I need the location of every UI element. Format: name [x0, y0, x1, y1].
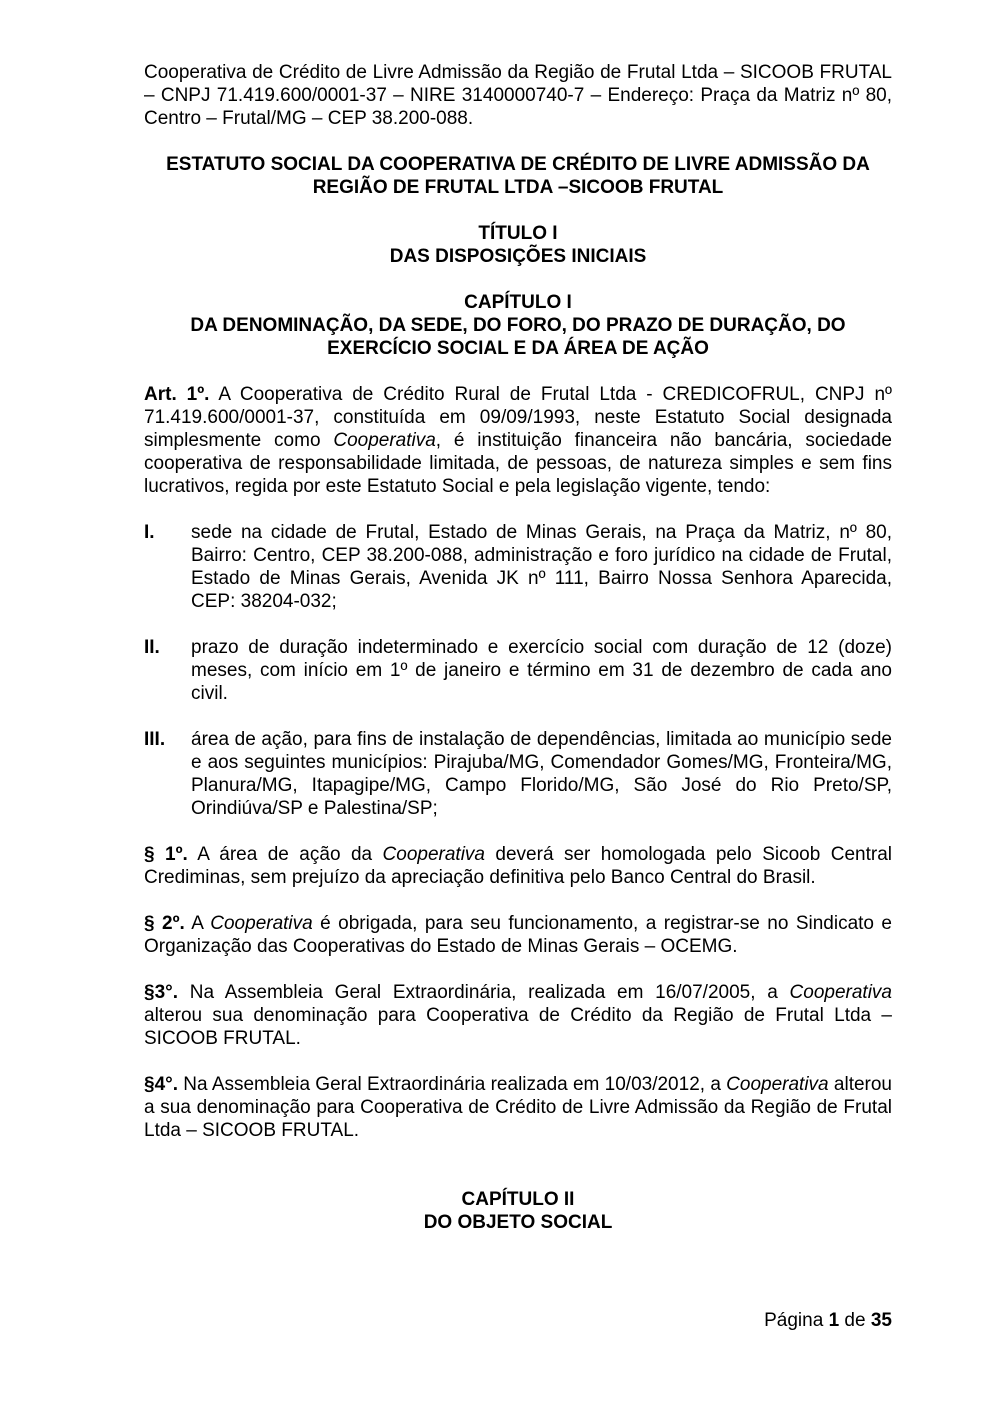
paragraph-4 — [144, 1073, 892, 1142]
article-1-text-b: , é instituição financeira não bancária, sociedade cooperativa de responsabilidade limitada, de pessoas, de natureza simples e sem fins lucrativos, regida por este Estatuto Social e pela legislação vigente, tendo: — [144, 430, 892, 497]
list-item — [144, 636, 892, 705]
paragraph-1 — [144, 843, 892, 889]
chapter-1-heading: CAPÍTULO I — [464, 292, 572, 313]
paragraph-2-text-b: é obrigada, para seu funcionamento, a registrar-se no Sindicato e Organização das Cooperativas do Estado de Minas Gerais – OCEMG. — [144, 913, 892, 957]
list-item-number: II. — [144, 637, 160, 658]
document-title-line-1: ESTATUTO SOCIAL DA COOPERATIVA DE CRÉDITO DE LIVRE ADMISSÃO DA — [166, 154, 870, 175]
chapter-2-subheading: DO OBJETO SOCIAL — [423, 1212, 613, 1233]
article-1 — [144, 383, 892, 498]
chapter-1-subheading-line-2: EXERCÍCIO SOCIAL E DA ÁREA DE AÇÃO — [327, 338, 709, 359]
paragraph-4-text-a: Na Assembleia Geral Extraordinária realizada em 10/03/2012, a — [178, 1074, 727, 1095]
paragraph-1-text-b: deverá ser homologada pelo Sicoob Central Crediminas, sem prejuízo da apreciação definitiva pelo Banco Central do Brasil. — [144, 844, 892, 888]
article-1-cooperativa: Cooperativa — [333, 430, 436, 451]
paragraph-4-text-b: alterou a sua denominação para Cooperativa de Crédito de Livre Admissão da Região de Frutal Ltda – SICOOB FRUTAL. — [144, 1074, 893, 1141]
page-number-current: 1 — [828, 1310, 840, 1331]
list-item-text: prazo de duração indeterminado e exercício social com duração de 12 (doze) meses, com início em 1º de janeiro e término em 31 de dezembro de cada ano civil. — [191, 637, 892, 704]
paragraph-4-cooperativa: Cooperativa — [726, 1074, 829, 1095]
page-content — [144, 61, 892, 1234]
article-1-text-a: A Cooperativa de Crédito Rural de Frutal Ltda - CREDICOFRUL, CNPJ nº 71.419.600/0001-37, constituída em 09/09/1993, neste Estatuto Social designada simplesmente como — [144, 384, 892, 451]
paragraph-2-label: § 2º. — [144, 913, 185, 934]
paragraph-3-text-a: Na Assembleia Geral Extraordinária, realizada em 16/07/2005, a — [178, 982, 790, 1003]
list-item — [144, 521, 892, 613]
paragraph-3-cooperativa: Cooperativa — [789, 982, 892, 1003]
titulo-subheading: DAS DISPOSIÇÕES INICIAIS — [389, 246, 647, 267]
titulo-heading: TÍTULO I — [478, 223, 558, 244]
paragraph-3-label: §3°. — [144, 982, 179, 1003]
document-title-line-2: REGIÃO DE FRUTAL LTDA –SICOOB FRUTAL — [312, 177, 724, 198]
paragraph-2 — [144, 912, 892, 958]
list-item-text: área de ação, para fins de instalação de dependências, limitada ao município sede e aos seguintes municípios: Pirajuba/MG, Comendador Gomes/MG, Fronteira/MG, Planura/MG, Itapagipe/MG, Campo Florido/MG, São José do Rio Preto/SP, Orindiúva/SP e Palestina/SP; — [191, 729, 892, 819]
page-number — [764, 1309, 892, 1332]
paragraph-3 — [144, 981, 892, 1050]
list-item — [144, 728, 892, 820]
paragraph-1-cooperativa: Cooperativa — [382, 844, 485, 865]
chapter-2-heading: CAPÍTULO II — [461, 1189, 575, 1210]
paragraph-2-cooperativa: Cooperativa — [210, 913, 313, 934]
page-number-mid: de — [839, 1310, 871, 1331]
page-number-total: 35 — [870, 1310, 892, 1331]
chapter-1-subheading-line-1: DA DENOMINAÇÃO, DA SEDE, DO FORO, DO PRAZO DE DURAÇÃO, DO — [190, 315, 846, 336]
article-1-label: Art. 1º. — [144, 384, 210, 405]
paragraph-4-label: §4°. — [144, 1074, 179, 1095]
list-item-text: sede na cidade de Frutal, Estado de Minas Gerais, na Praça da Matriz, nº 80, Bairro: Centro, CEP 38.200-088, administração e foro jurídico na cidade de Frutal, Estado de Minas Gerais, Avenida JK nº 111, Bairro Nossa Senhora Aparecida, CEP: 38204-032; — [191, 522, 892, 612]
list-item-number: I. — [144, 522, 155, 543]
paragraph-3-text-b: alterou sua denominação para Cooperativa de Crédito da Região de Frutal Ltda – SICOOB FRUTAL. — [144, 1005, 892, 1049]
list-item-number: III. — [144, 729, 166, 750]
paragraph-1-text-a: A área de ação da — [187, 844, 383, 865]
paragraph-2-text-a: A — [184, 913, 211, 934]
header-text: Cooperativa de Crédito de Livre Admissão da Região de Frutal Ltda – SICOOB FRUTAL – CNPJ 71.419.600/0001-37 – NIRE 3140000740-7 – Endereço: Praça da Matriz nº 80, Centro – Frutal/MG – CEP 38.200-088. — [144, 62, 892, 129]
paragraph-1-label: § 1º. — [144, 844, 188, 865]
page-number-prefix: Página — [764, 1310, 829, 1331]
